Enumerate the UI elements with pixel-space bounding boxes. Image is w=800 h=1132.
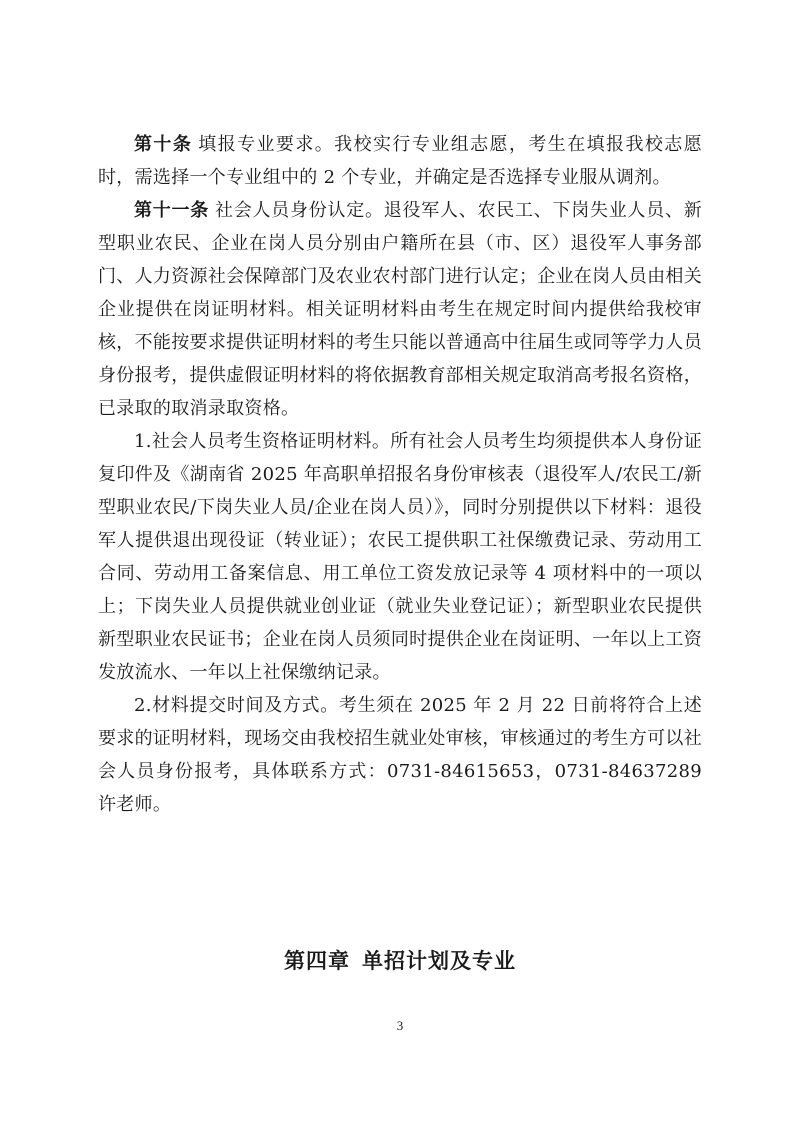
article-10-paragraph	[98, 128, 702, 194]
article-11-text: 社会人员身份认定。退役军人、农民工、下岗失业人员、新型职业农民、企业在岗人员分别由户籍所在县（市、区）退役军人事务部门、人力资源社会保障部门及农业农村部门进行认定；企业在岗人员由相关企业提供在岗证明材料。相关证明材料由考生在规定时间内提供给我校审核，不能按要求提供证明材料的考生只能以普通高中往届生或同等学力人员身份报考，提供虚假证明材料的将依据教育部相关规定取消高考报名资格，已录取的取消录取资格。	[98, 200, 702, 419]
item-2-paragraph	[98, 689, 702, 821]
page-number: 3	[396, 1018, 404, 1033]
item-1-text: 1.社会人员考生资格证明材料。所有社会人员考生均须提供本人身份证复印件及《湖南省 2025 年高职单招报名身份审核表（退役军人/农民工/新型职业农民/下岗失业人员/企业在岗人员）》，同时分别提供以下材料：退役军人提供退出现役证（转业证）；农民工提供职工社保缴费记录、劳动用工合同、劳动用工备案信息、用工单位工资发放记录等 4 项材料中的一项以上；下岗失业人员提供就业创业证（就业失业登记证）；新型职业农民提供新型职业农民证书；企业在岗人员须同时提供企业在岗证明、一年以上工资发放流水、一年以上社保缴纳记录。	[98, 431, 702, 683]
chapter-heading	[0, 945, 800, 975]
chapter-number: 第四章	[284, 948, 350, 973]
item-2-text: 2.材料提交时间及方式。考生须在 2025 年 2 月 22 日前将符合上述要求的证明材料，现场交由我校招生就业处审核，审核通过的考生方可以社会人员身份报考，具体联系方式：0731-84615653，0731-84637289 许老师。	[98, 695, 702, 815]
article-11-title: 第十一条	[134, 200, 209, 221]
chapter-title: 单招计划及专业	[362, 948, 516, 973]
item-1-paragraph	[98, 425, 702, 689]
document-body	[98, 128, 702, 821]
article-11-paragraph	[98, 194, 702, 425]
article-10-title: 第十条	[134, 134, 193, 155]
article-10-text: 填报专业要求。我校实行专业组志愿，考生在填报我校志愿时，需选择一个专业组中的 2 个专业，并确定是否选择专业服从调剂。	[98, 134, 702, 188]
